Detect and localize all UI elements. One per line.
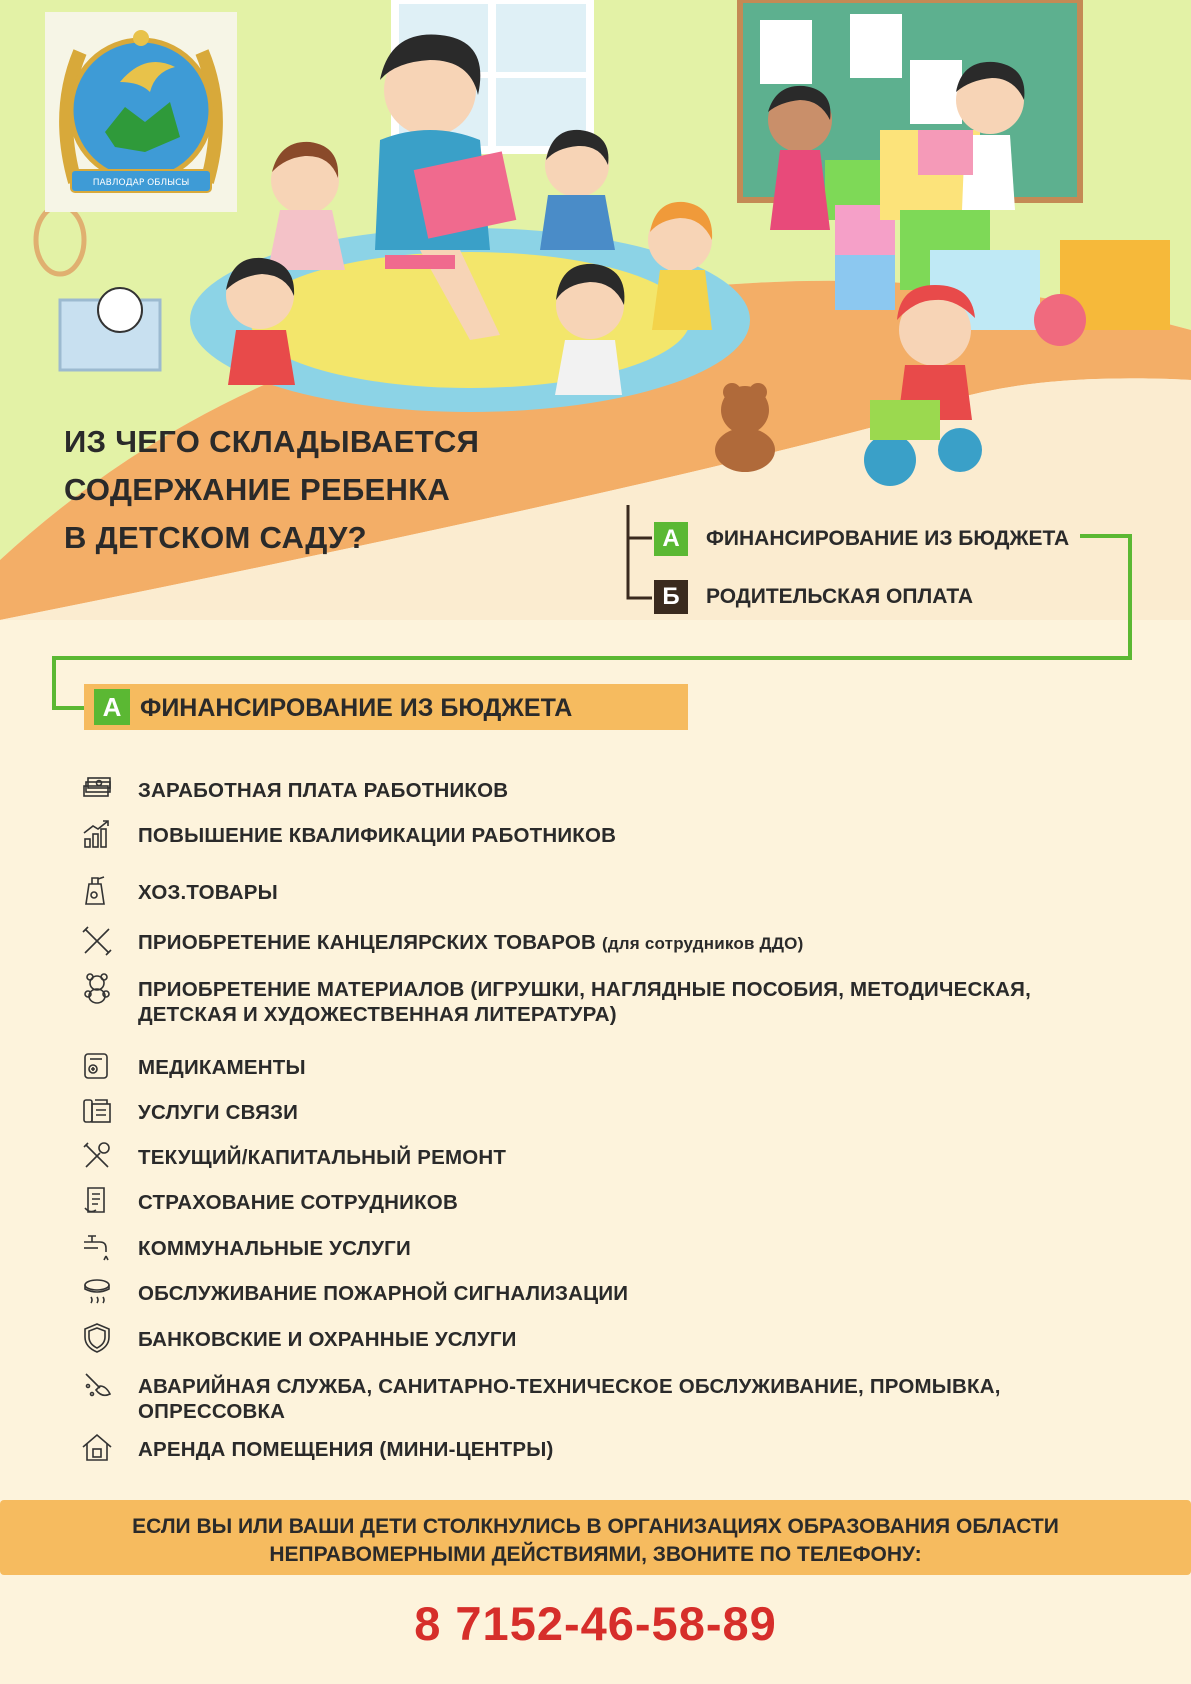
letter-a-badge: А <box>654 522 688 556</box>
list-item-line-2: ДЕТСКАЯ И ХУДОЖЕСТВЕННАЯ ЛИТЕРАТУРА) <box>138 1003 617 1026</box>
footer-line-1: ЕСЛИ ВЫ ИЛИ ВАШИ ДЕТИ СТОЛКНУЛИСЬ В ОРГАНИЗАЦИЯХ ОБРАЗОВАНИЯ ОБЛАСТИ <box>132 1515 1059 1538</box>
list-item-text: ТЕКУЩИЙ/КАПИТАЛЬНЫЙ РЕМОНТ <box>138 1146 507 1169</box>
section-banner-budget <box>84 684 688 730</box>
list-item-line-2: ОПРЕССОВКА <box>138 1400 286 1423</box>
list-item-text: ПОВЫШЕНИЕ КВАЛИФИКАЦИИ РАБОТНИКОВ <box>138 824 617 847</box>
list-item-main: ПРИОБРЕТЕНИЕ КАНЦЕЛЯРСКИХ ТОВАРОВ <box>138 931 597 954</box>
hotline-phone-number[interactable]: 8 7152-46-58-89 <box>414 1597 777 1650</box>
list-item-text <box>138 930 803 956</box>
emblem-graphic <box>45 12 237 212</box>
title-line-3: В ДЕТСКОМ САДУ? <box>64 520 367 555</box>
teddy-bear-icon <box>80 971 114 1005</box>
insurance-document-icon <box>80 1184 114 1218</box>
section-title: ФИНАНСИРОВАНИЕ ИЗ БЮДЖЕТА <box>140 694 573 722</box>
tree-label-parental-fee: РОДИТЕЛЬСКАЯ ОПЛАТА <box>706 585 974 608</box>
list-item-text: УСЛУГИ СВЯЗИ <box>138 1101 299 1124</box>
plunger-icon <box>80 1368 114 1402</box>
growth-chart-icon <box>80 817 114 851</box>
tree-item-budget <box>654 522 1069 556</box>
list-item-text <box>138 977 1031 1027</box>
list-item-text: ХОЗ.ТОВАРЫ <box>138 881 278 904</box>
letter-b-badge: Б <box>654 580 688 614</box>
footer-line-2: НЕПРАВОМЕРНЫМИ ДЕЙСТВИЯМИ, ЗВОНИТЕ ПО ТЕЛЕФОНУ: <box>269 1543 922 1566</box>
regional-emblem <box>45 12 237 212</box>
tools-icon <box>80 1139 114 1173</box>
smoke-detector-icon <box>80 1275 114 1309</box>
footer-notice <box>0 1513 1191 1569</box>
tree-label-budget: ФИНАНСИРОВАНИЕ ИЗ БЮДЖЕТА <box>706 527 1070 550</box>
tree-item-parental-fee <box>654 580 973 614</box>
pencil-ruler-icon <box>80 924 114 958</box>
list-item-text: ОБСЛУЖИВАНИЕ ПОЖАРНОЙ СИГНАЛИЗАЦИИ <box>138 1282 629 1305</box>
list-item-text: БАНКОВСКИЕ И ОХРАННЫЕ УСЛУГИ <box>138 1328 517 1351</box>
emblem-caption: ПАВЛОДАР ОБЛЫСЫ <box>92 178 190 188</box>
page-title <box>64 418 584 562</box>
list-item-line-1: АВАРИЙНАЯ СЛУЖБА, САНИТАРНО-ТЕХНИЧЕСКОЕ ОБСЛУЖИВАНИЕ, ПРОМЫВКА, <box>138 1375 1001 1398</box>
title-line-2: СОДЕРЖАНИЕ РЕБЕНКА <box>64 472 451 507</box>
medicine-icon <box>80 1049 114 1083</box>
title-line-1: ИЗ ЧЕГО СКЛАДЫВАЕТСЯ <box>64 424 480 459</box>
list-item-note: (для сотрудников ДДО) <box>601 934 804 953</box>
list-item-text: СТРАХОВАНИЕ СОТРУДНИКОВ <box>138 1191 458 1214</box>
list-item-line-1: ПРИОБРЕТЕНИЕ МАТЕРИАЛОВ (ИГРУШКИ, НАГЛЯДНЫЕ ПОСОБИЯ, МЕТОДИЧЕСКАЯ, <box>138 978 1031 1001</box>
list-item-text: КОММУНАЛЬНЫЕ УСЛУГИ <box>138 1237 411 1260</box>
list-item-text: ЗАРАБОТНАЯ ПЛАТА РАБОТНИКОВ <box>138 779 509 802</box>
water-tap-icon <box>80 1230 114 1264</box>
fax-phone-icon <box>80 1094 114 1128</box>
shield-icon <box>80 1321 114 1355</box>
cleaning-supplies-icon <box>80 874 114 908</box>
list-item-text <box>138 1374 1001 1424</box>
house-icon <box>80 1431 114 1465</box>
list-item-text: МЕДИКАМЕНТЫ <box>138 1056 306 1079</box>
section-letter-a-badge: А <box>94 689 130 725</box>
money-stack-icon <box>80 772 114 806</box>
list-item-text: АРЕНДА ПОМЕЩЕНИЯ (МИНИ-ЦЕНТРЫ) <box>138 1438 554 1461</box>
